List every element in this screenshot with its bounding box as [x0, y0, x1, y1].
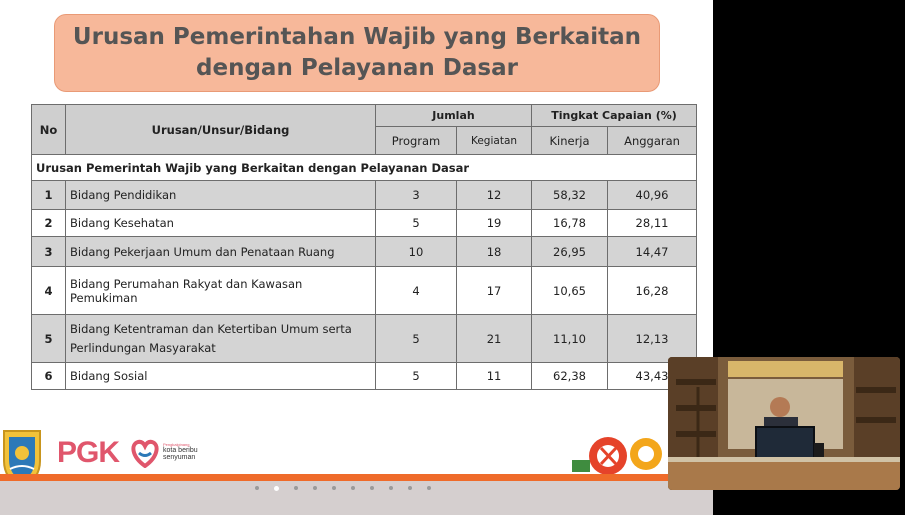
table-row — [32, 210, 697, 237]
row-no: 2 — [32, 210, 66, 237]
header-anggaran: Anggaran — [608, 127, 697, 155]
row-program: 5 — [376, 210, 457, 237]
data-table — [31, 104, 697, 390]
row-anggaran: 43,43 — [608, 363, 697, 390]
header-no: No — [32, 105, 66, 155]
section-heading: Urusan Pemerintah Wajib yang Berkaitan dengan Pelayanan Dasar — [32, 155, 697, 181]
row-name-line-1: Bidang Ketentraman dan Ketertiban Umum serta — [70, 321, 352, 336]
slide-dot[interactable] — [332, 486, 336, 490]
row-kegiatan: 17 — [457, 267, 532, 315]
row-program: 3 — [376, 181, 457, 210]
row-kegiatan: 19 — [457, 210, 532, 237]
slide-title — [54, 14, 660, 92]
row-name: Bidang Kesehatan — [66, 210, 376, 237]
slide-dot[interactable] — [294, 486, 298, 490]
table-row — [32, 267, 697, 315]
header-kegiatan: Kegiatan — [457, 127, 532, 155]
row-kegiatan: 18 — [457, 237, 532, 267]
row-name: Bidang Pekerjaan Umum dan Penataan Ruang — [66, 237, 376, 267]
row-name: Bidang Pendidikan — [66, 181, 376, 210]
slide-dot[interactable] — [389, 486, 393, 490]
row-program: 5 — [376, 315, 457, 363]
heart-logo-line-3: senyuman — [163, 454, 196, 461]
row-no: 1 — [32, 181, 66, 210]
header-urusan: Urusan/Unsur/Bidang — [66, 105, 376, 155]
row-program: 10 — [376, 237, 457, 267]
header-capaian: Tingkat Capaian (%) — [532, 105, 697, 127]
title-line-2: dengan Pelayanan Dasar — [196, 55, 518, 81]
footer-accent-bar — [0, 474, 713, 481]
slide-dot[interactable] — [408, 486, 412, 490]
slide-dot[interactable] — [313, 486, 317, 490]
header-program: Program — [376, 127, 457, 155]
row-program: 5 — [376, 363, 457, 390]
heart-logo-text — [163, 442, 198, 461]
heart-logo-icon — [129, 438, 161, 468]
table-row — [32, 363, 697, 390]
row-name: Bidang Sosial — [66, 363, 376, 390]
row-kinerja: 10,65 — [532, 267, 608, 315]
table-row — [32, 237, 697, 267]
row-kinerja: 26,95 — [532, 237, 608, 267]
webcam-scene — [668, 357, 900, 490]
slide-dot[interactable] — [255, 486, 259, 490]
row-kinerja: 16,78 — [532, 210, 608, 237]
slide-dot[interactable] — [427, 486, 431, 490]
row-anggaran: 14,47 — [608, 237, 697, 267]
header-kinerja: Kinerja — [532, 127, 608, 155]
row-kegiatan: 11 — [457, 363, 532, 390]
row-anggaran: 16,28 — [608, 267, 697, 315]
row-kegiatan: 12 — [457, 181, 532, 210]
heart-logo-line-2: kota beribu — [163, 447, 198, 454]
slide-pagination — [255, 486, 431, 491]
row-program: 4 — [376, 267, 457, 315]
table-row — [32, 181, 697, 210]
table-row — [32, 315, 697, 363]
heart-logo-line-1: Pengkalpinang — [163, 442, 190, 447]
row-kinerja: 62,38 — [532, 363, 608, 390]
row-kinerja: 11,10 — [532, 315, 608, 363]
row-anggaran: 40,96 — [608, 181, 697, 210]
header-jumlah: Jumlah — [376, 105, 532, 127]
row-kinerja: 58,32 — [532, 181, 608, 210]
row-no: 4 — [32, 267, 66, 315]
row-name — [66, 315, 376, 363]
speaker-webcam-video — [668, 357, 900, 490]
row-anggaran: 28,11 — [608, 210, 697, 237]
row-no: 5 — [32, 315, 66, 363]
row-kegiatan: 21 — [457, 315, 532, 363]
row-no: 3 — [32, 237, 66, 267]
title-line-1: Urusan Pemerintahan Wajib yang Berkaitan — [72, 24, 642, 50]
slide-dot-active[interactable] — [274, 486, 279, 491]
slide-dot[interactable] — [351, 486, 355, 490]
row-name: Bidang Perumahan Rakyat dan Kawasan Pemukiman — [66, 267, 376, 315]
row-name-line-2: Perlindungan Masyarakat — [70, 340, 216, 355]
row-no: 6 — [32, 363, 66, 390]
pgk-logo: PGK — [57, 436, 120, 469]
row-anggaran: 12,13 — [608, 315, 697, 363]
slide-dot[interactable] — [370, 486, 374, 490]
